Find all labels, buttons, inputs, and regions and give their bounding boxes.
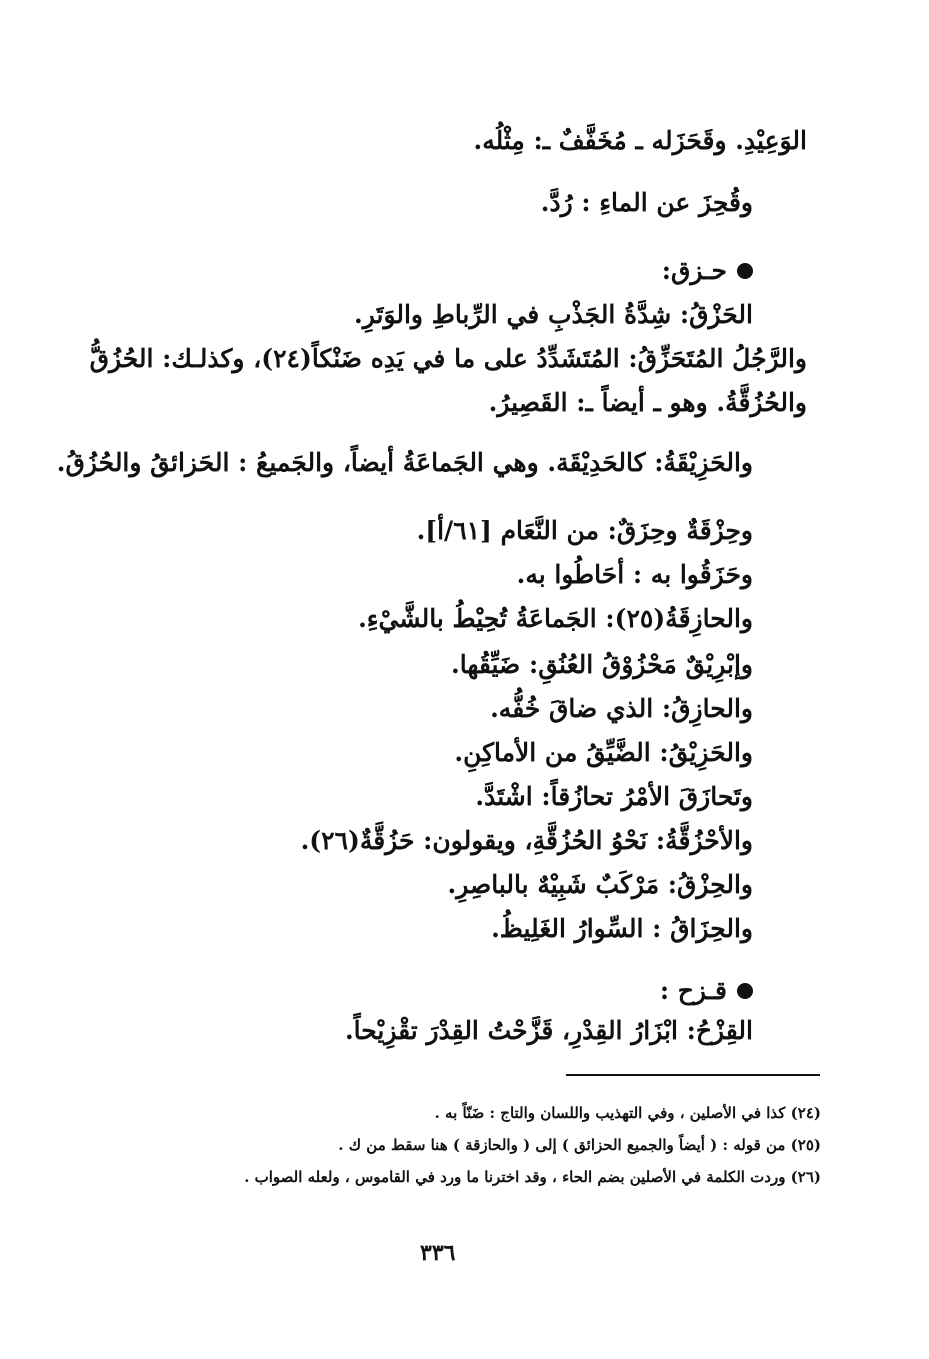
bullet-icon (737, 983, 753, 999)
bullet-icon (737, 263, 753, 279)
text-line: وقُحِزَ عن الماءِ : رُدَّ. (540, 188, 753, 217)
text-line: والحازِقُ: الذي ضاقَ خُفُّه. (490, 694, 753, 723)
text-line: والأحْزُقَّةُ: نَحْوُ الحُزُقَّةِ، ويقولون: حَزُقَّةٌ(٢٦). (300, 826, 753, 855)
text-line: الحَزْقُ: شِدَّةُ الجَذْبِ في الرِّباطِ والوَتَرِ. (353, 300, 753, 329)
footnote-separator (566, 1074, 820, 1076)
text-line: والحازِقَةُ(٢٥): الجَماعَةُ تُحِيْطُ بالشَّيْءِ. (358, 604, 753, 633)
footnote-24: (٢٤) كذا في الأصلين ، وفي التهذيب واللسان والتاج : ضَنّاً به . (434, 1104, 821, 1122)
entry-heading-hazq (662, 256, 753, 286)
text-line: والحِزْقُ: مَرْكَبٌ شَبِيْهٌ بالباصِرِ. (447, 870, 753, 899)
footnote-26: (٢٦) وردت الكلمة في الأصلين بضم الحاء ، وقد اخترنا ما ورد في القاموس ، ولعله الصواب . (244, 1168, 821, 1186)
text-line: وحِزْقَةٌ وحِزَقٌ: من النَّعَام [٦١/أ]. (416, 516, 753, 545)
text-line: وإبْرِيْقٌ مَحْزُوْقُ العُنُقِ: ضَيِّقُها. (451, 650, 753, 679)
text-line: والرَّجُلُ المُتَحَزِّقُ: المُتَشَدِّدُ على ما في يَدِه ضَنْكاً(٢٤)، وكذلـك: الحُزُقُّ (89, 344, 807, 373)
text-line: والحَزِيْقُ: الضَّيِّقُ من الأماكِنِ. (454, 738, 753, 767)
entry-heading-label: حـزق: (661, 256, 727, 285)
text-line: القِزْحُ: ابْزَارُ القِدْرِ، قَزَّحْتُ القِدْرَ تقْزِيْحاً. (344, 1016, 753, 1045)
page-number: ٣٣٦ (420, 1240, 456, 1266)
text-line: والحِزَاقُ : السِّوارُ الغَلِيظُ. (491, 914, 753, 943)
text-line: وحَزَقُوا به : أحَاطُوا به. (516, 560, 753, 589)
footnote-25: (٢٥) من قوله : ( أيضاً والجميع الحزائق ) إلى ( والحازقة ) هنا سقط من ك . (338, 1136, 821, 1154)
entry-heading-label: قـزح : (659, 976, 727, 1005)
text-line: وتَحازَقَ الأمْرُ تحازُقاً: اشْتَدَّ. (475, 782, 753, 811)
text-line: والحُزُقَّةُ. وهو ـ أيضاً ـ: القَصِيرُ. (488, 388, 807, 417)
text-line: والحَزِيْقَةُ: كالحَدِيْقَة. وهي الجَماعَةُ أيضاً، والجَميعُ : الحَزائقُ والحُزُقُ. (56, 448, 753, 477)
text-line: الوَعِيْدِ. وقَحَزَله ـ مُخَفَّفٌ ـ: مِثْلُه. (473, 126, 807, 155)
entry-heading-qazh (660, 976, 753, 1006)
